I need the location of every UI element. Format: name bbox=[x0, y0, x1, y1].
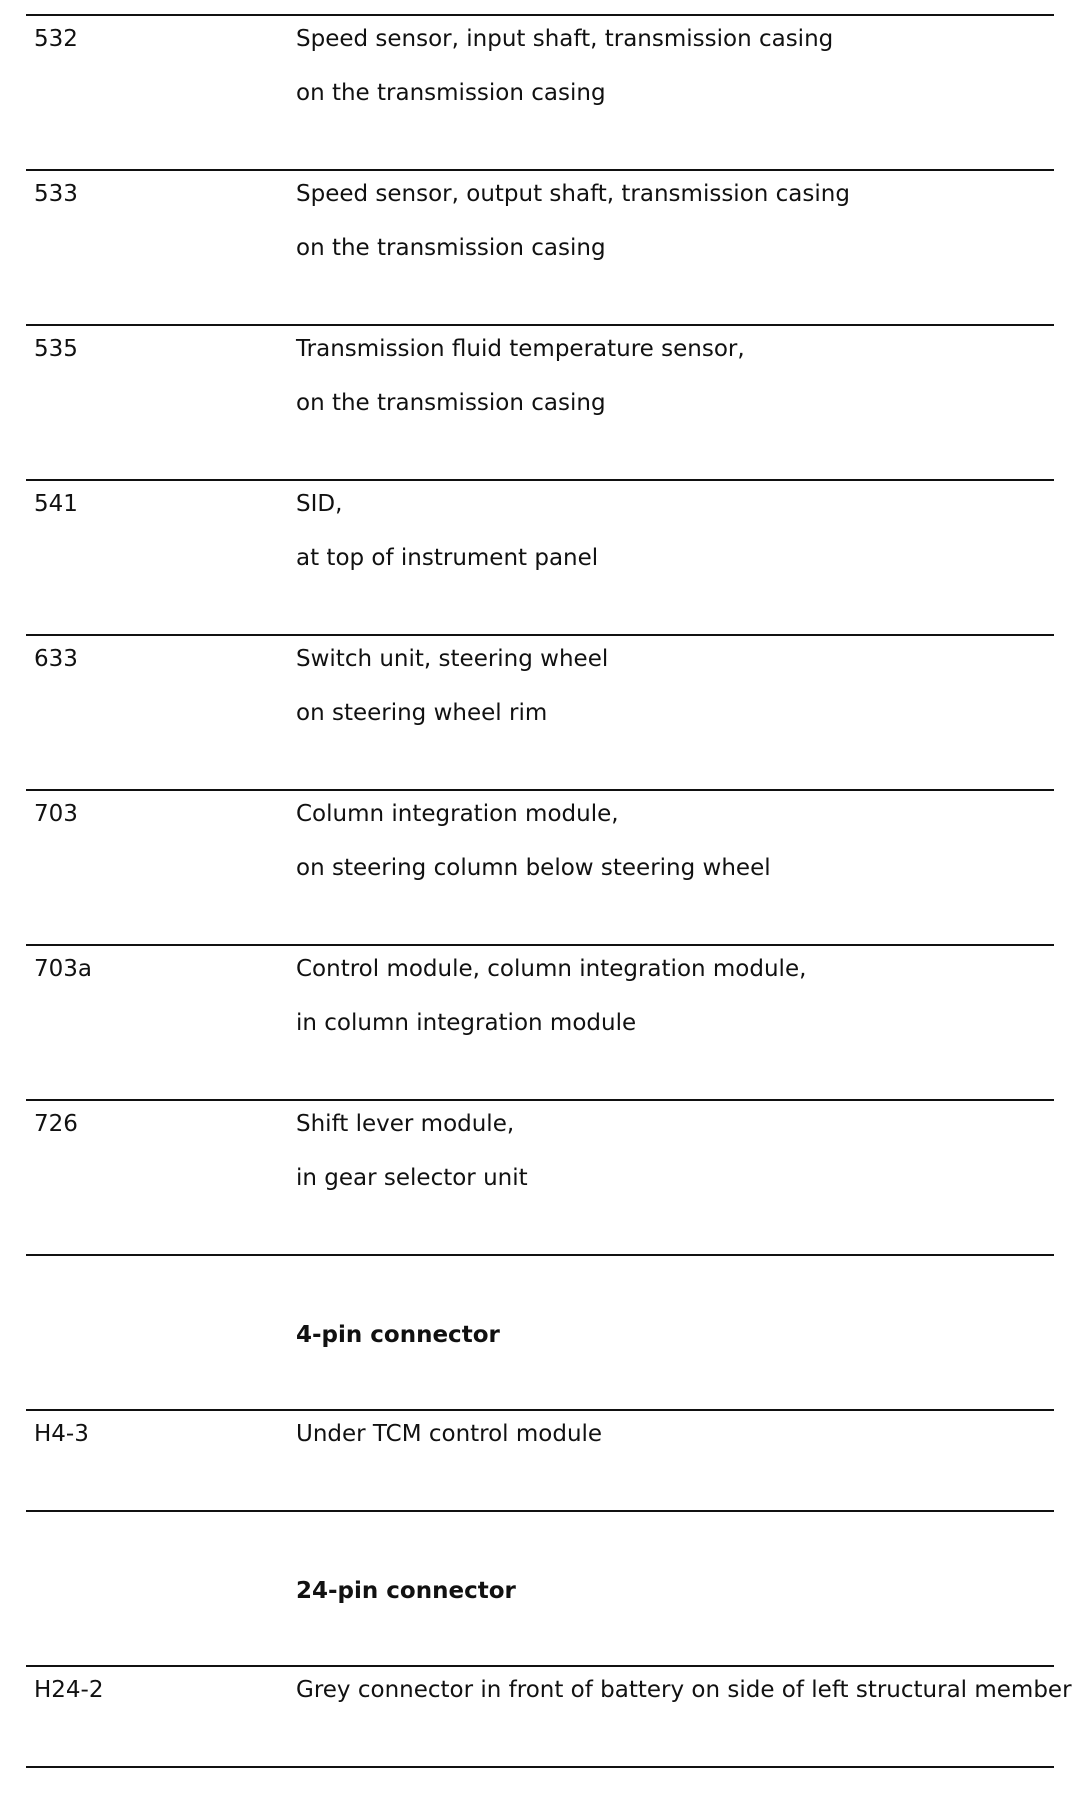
component-description: Shift lever module, bbox=[296, 1111, 515, 1137]
table-row bbox=[26, 169, 1054, 326]
component-description: SID, bbox=[296, 491, 343, 517]
table-row bbox=[26, 944, 1054, 1101]
component-code: 533 bbox=[34, 181, 78, 207]
component-code: 726 bbox=[34, 1111, 78, 1137]
connector-heading: 4-pin connector bbox=[296, 1322, 500, 1348]
component-code: 535 bbox=[34, 336, 78, 362]
section-heading-row bbox=[26, 1254, 1054, 1411]
table-bottom-rule bbox=[26, 1766, 1054, 1768]
connector-code: H4-3 bbox=[34, 1421, 89, 1447]
component-description: Transmission fluid temperature sensor, bbox=[296, 336, 745, 362]
connector-code: H24-2 bbox=[34, 1677, 104, 1703]
component-description: Speed sensor, input shaft, transmission casing bbox=[296, 26, 834, 52]
component-code: 541 bbox=[34, 491, 78, 517]
component-description: Column integration module, bbox=[296, 801, 619, 827]
table-row bbox=[26, 324, 1054, 481]
component-description: Switch unit, steering wheel bbox=[296, 646, 609, 672]
section-heading-row bbox=[26, 1510, 1054, 1667]
table-row bbox=[26, 789, 1054, 946]
connector-heading: 24-pin connector bbox=[296, 1578, 516, 1604]
table-row bbox=[26, 14, 1054, 171]
component-location: on the transmission casing bbox=[296, 390, 606, 416]
component-description: Speed sensor, output shaft, transmission casing bbox=[296, 181, 850, 207]
table-row bbox=[26, 1665, 1072, 1768]
table-row bbox=[26, 1099, 1054, 1256]
connector-location: Grey connector in front of battery on side of left structural member bbox=[296, 1677, 1072, 1703]
component-location: on the transmission casing bbox=[296, 235, 606, 261]
component-code: 703 bbox=[34, 801, 78, 827]
component-code: 633 bbox=[34, 646, 78, 672]
component-location: on the transmission casing bbox=[296, 80, 606, 106]
connector-location: Under TCM control module bbox=[296, 1421, 603, 1447]
component-code: 532 bbox=[34, 26, 78, 52]
component-location: at top of instrument panel bbox=[296, 545, 599, 571]
component-location: on steering column below steering wheel bbox=[296, 855, 771, 881]
table-row bbox=[26, 479, 1054, 636]
table-row bbox=[26, 634, 1054, 791]
table-row bbox=[26, 1409, 1054, 1512]
component-location: in column integration module bbox=[296, 1010, 637, 1036]
component-location: in gear selector unit bbox=[296, 1165, 528, 1191]
component-location: on steering wheel rim bbox=[296, 700, 548, 726]
component-code: 703a bbox=[34, 956, 92, 982]
component-description: Control module, column integration module, bbox=[296, 956, 807, 982]
